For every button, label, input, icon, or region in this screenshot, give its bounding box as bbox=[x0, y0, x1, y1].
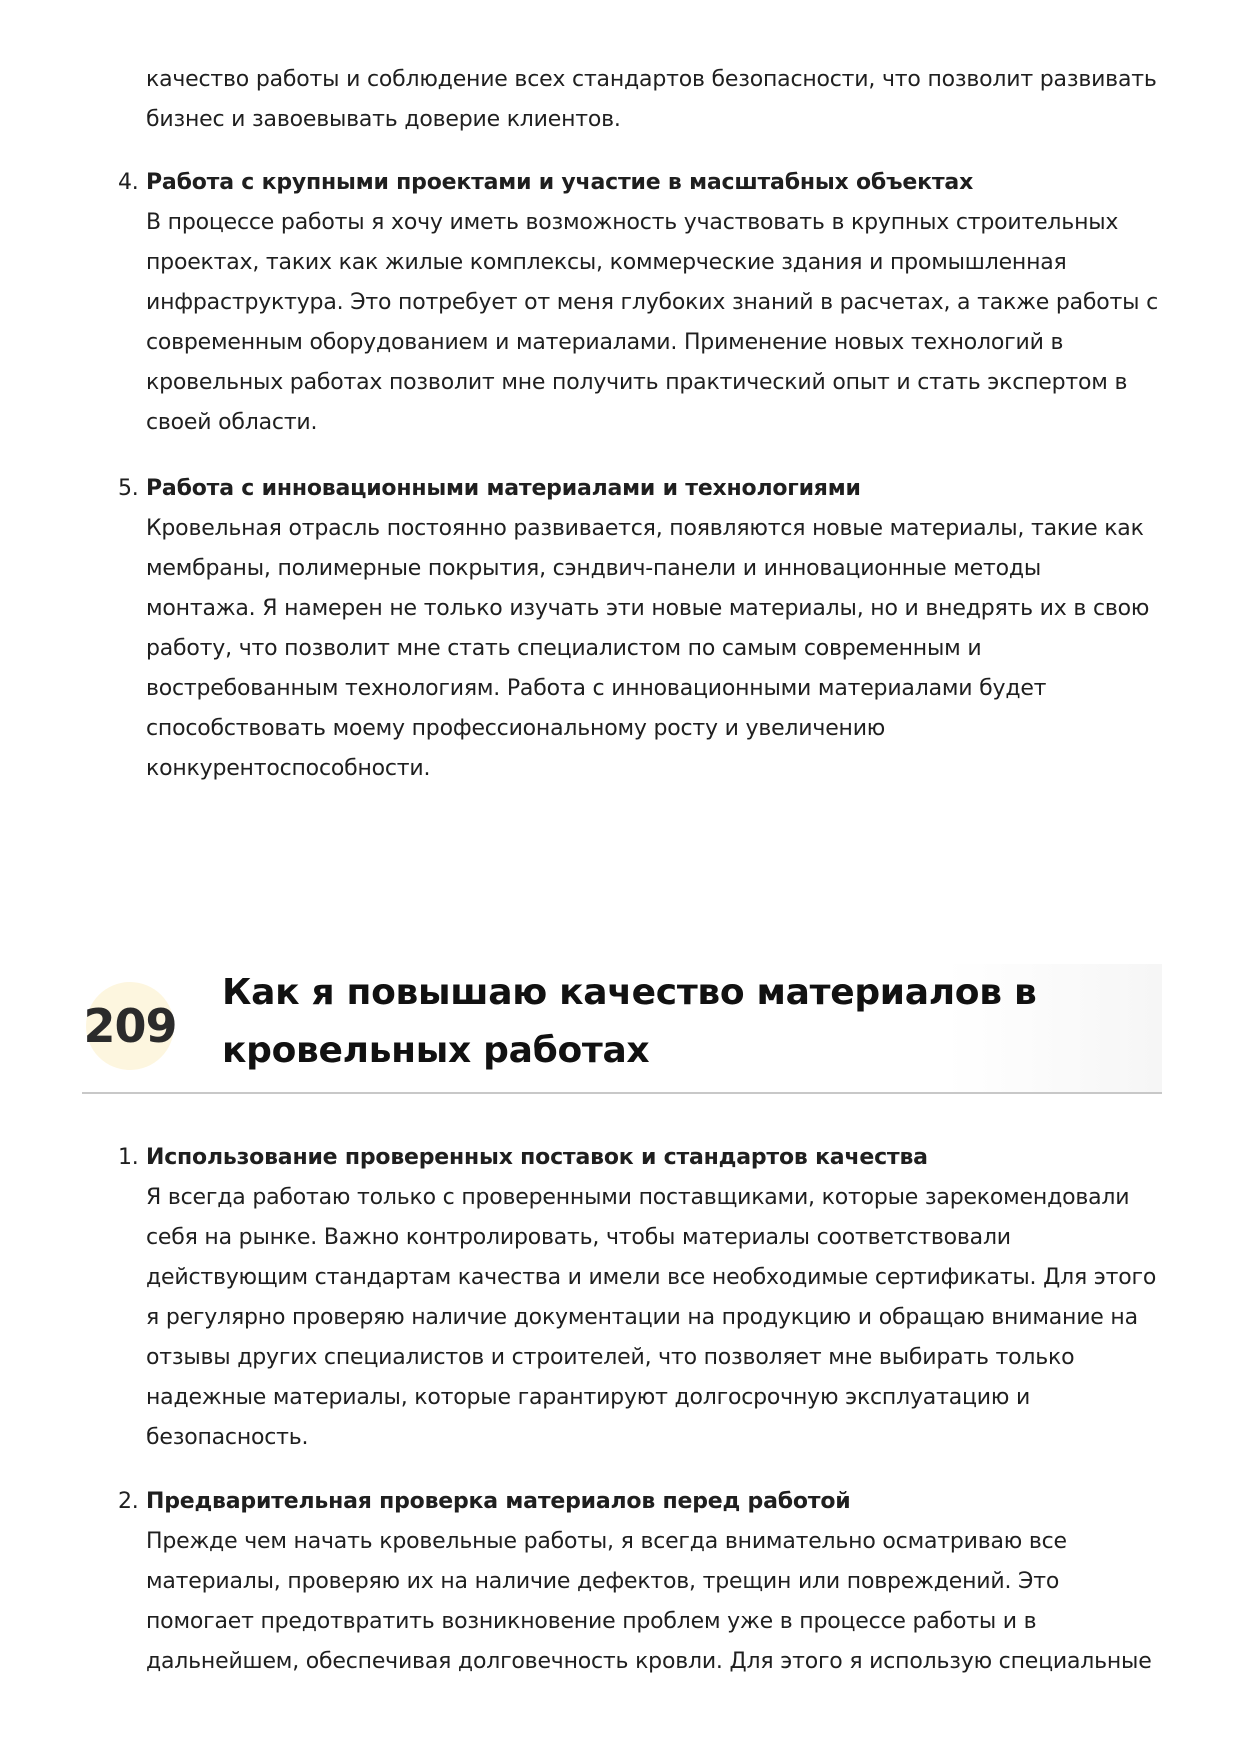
text-line: своей области. bbox=[146, 410, 318, 435]
text-line: проектах, таких как жилые комплексы, коммерческие здания и промышленная bbox=[146, 250, 1067, 275]
text-line: помогает предотвратить возникновение проблем уже в процессе работы и в bbox=[146, 1609, 1037, 1634]
list-item-number: 2. bbox=[118, 1489, 139, 1514]
text-line: Прежде чем начать кровельные работы, я всегда внимательно осматриваю все bbox=[146, 1529, 1067, 1554]
text-line: востребованным технологиям. Работа с инновационными материалами будет bbox=[146, 676, 1047, 701]
text-line: Кровельная отрасль постоянно развивается, появляются новые материалы, такие как bbox=[146, 516, 1144, 541]
chapter-title-line: Как я повышаю качество материалов в bbox=[222, 972, 1037, 1013]
text-line: материалы, проверяю их на наличие дефектов, трещин или повреждений. Это bbox=[146, 1569, 1060, 1594]
continuation-paragraph bbox=[146, 60, 1156, 140]
text-line: монтажа. Я намерен не только изучать эти новые материалы, но и внедрять их в свою bbox=[146, 596, 1150, 621]
list-item-title: Предварительная проверка материалов перед работой bbox=[146, 1489, 851, 1514]
chapter-title-line: кровельных работах bbox=[222, 1030, 650, 1071]
list-item-number: 5. bbox=[118, 476, 139, 501]
list-item-title: Работа с инновационными материалами и технологиями bbox=[146, 476, 861, 501]
text-line: я регулярно проверяю наличие документации на продукцию и обращаю внимание на bbox=[146, 1305, 1138, 1330]
text-line: безопасность. bbox=[146, 1425, 309, 1450]
chapter-number-badge: 209 bbox=[86, 982, 174, 1070]
chapter-heading bbox=[82, 964, 1162, 1094]
text-line: В процессе работы я хочу иметь возможность участвовать в крупных строительных bbox=[146, 210, 1119, 235]
text-line: Я всегда работаю только с проверенными поставщиками, которые зарекомендовали bbox=[146, 1185, 1130, 1210]
list-item-number: 1. bbox=[118, 1145, 139, 1170]
text-line: качество работы и соблюдение всех стандартов безопасности, что позволит развивать bbox=[146, 67, 1157, 92]
chapter-title bbox=[222, 964, 1122, 1080]
text-line: себя на рынке. Важно контролировать, чтобы материалы соответствовали bbox=[146, 1225, 1011, 1250]
text-line: дальнейшем, обеспечивая долговечность кровли. Для этого я использую специальные bbox=[146, 1649, 1152, 1674]
text-line: мембраны, полимерные покрытия, сэндвич-панели и инновационные методы bbox=[146, 556, 1042, 581]
list-item-title: Использование проверенных поставок и стандартов качества bbox=[146, 1145, 928, 1170]
text-line: конкурентоспособности. bbox=[146, 756, 431, 781]
list-item-body bbox=[146, 1178, 1156, 1458]
list-item-number: 4. bbox=[118, 170, 139, 195]
list-item-body bbox=[146, 509, 1149, 789]
text-line: инфраструктура. Это потребует от меня глубоких знаний в расчетах, а также работы с bbox=[146, 290, 1159, 315]
text-line: работу, что позволит мне стать специалистом по самым современным и bbox=[146, 636, 982, 661]
list-item-body bbox=[146, 203, 1158, 443]
text-line: бизнес и завоевывать доверие клиентов. bbox=[146, 107, 621, 132]
text-line: кровельных работах позволит мне получить практический опыт и стать экспертом в bbox=[146, 370, 1128, 395]
text-line: надежные материалы, которые гарантируют долгосрочную эксплуатацию и bbox=[146, 1385, 1031, 1410]
text-line: действующим стандартам качества и имели все необходимые сертификаты. Для этого bbox=[146, 1265, 1157, 1290]
list-item-body bbox=[146, 1522, 1152, 1682]
text-line: отзывы других специалистов и строителей, что позволяет мне выбирать только bbox=[146, 1345, 1075, 1370]
text-line: способствовать моему профессиональному росту и увеличению bbox=[146, 716, 886, 741]
text-line: современным оборудованием и материалами. Применение новых технологий в bbox=[146, 330, 1064, 355]
list-item-title: Работа с крупными проектами и участие в масштабных объектах bbox=[146, 170, 974, 195]
